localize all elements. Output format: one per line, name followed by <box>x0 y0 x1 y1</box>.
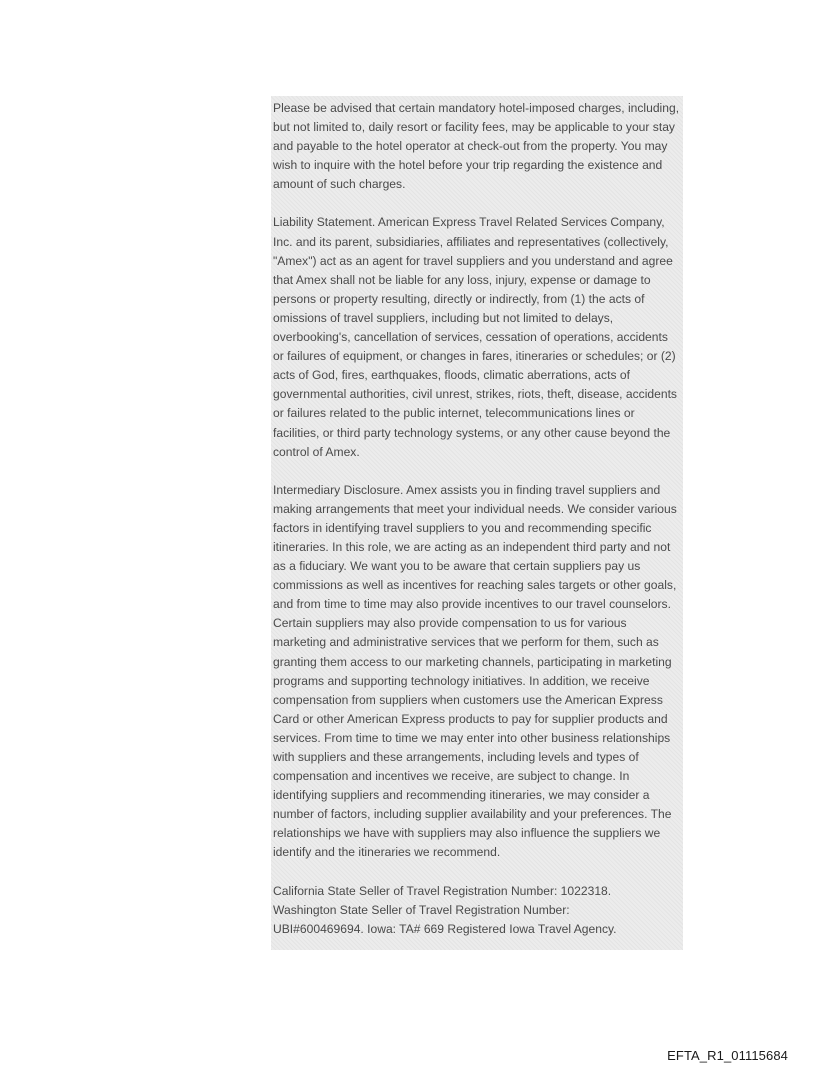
disclosure-text-block <box>271 96 683 950</box>
registration-numbers-paragraph: California State Seller of Travel Registration Number: 1022318. Washington State Seller of Travel Registration Number: UBI#600469694. Iowa: TA# 669 Registered Iowa Travel Agency. <box>273 883 617 936</box>
document-id: EFTA_R1_01115684 <box>667 1048 788 1063</box>
liability-statement-paragraph: Liability Statement. American Express Travel Related Services Company, Inc. and its parent, subsidiaries, affiliates and representatives (collectively, "Amex") act as an agent for travel suppliers and you understand and agree that Amex shall not be liable for any loss, injury, expense or damage to persons or property resulting, directly or indirectly, from (1) the acts of omissions of travel suppliers, including but not limited to delays, overbooking's, cancellation of services, cessation of operations, accidents or failures of equipment, or changes in fares, itineraries or schedules; or (2) acts of God, fires, earthquakes, floods, climatic aberrations, acts of governmental authorities, civil unrest, strikes, riots, theft, disease, accidents or failures related to the public internet, telecommunications lines or facilities, or third party technology systems, or any other cause beyond the control of Amex. <box>273 215 677 459</box>
intermediary-disclosure-paragraph: Intermediary Disclosure. Amex assists you in finding travel suppliers and making arrangements that meet your individual needs. We consider various factors in identifying travel suppliers to you and recommending specific itineraries. In this role, we are acting as an independent third party and not as a fiduciary. We want you to be aware that certain suppliers pay us commissions as well as incentives for reaching sales targets or other goals, and from time to time may also provide incentives to our travel counselors. Certain suppliers may also provide compensation to us for various marketing and administrative services that we perform for them, such as granting them access to our marketing channels, participating in marketing programs and supporting technology initiatives. In addition, we receive compensation from suppliers when customers use the American Express Card or other American Express products to pay for supplier products and services. From time to time we may enter into other business relationships with suppliers and these arrangements, including levels and types of compensation and incentives we receive, are subject to change. In identifying suppliers and recommending itineraries, we may consider a number of factors, including supplier availability and your preferences. The relationships we have with suppliers may also influence the suppliers we identify and the itineraries we recommend. <box>273 482 677 860</box>
hotel-charges-paragraph: Please be advised that certain mandatory hotel-imposed charges, including, but not limited to, daily resort or facility fees, may be applicable to your stay and payable to the hotel operator at check-out from the property. You may wish to inquire with the hotel before your trip regarding the existence and amount of such charges. <box>273 101 680 192</box>
